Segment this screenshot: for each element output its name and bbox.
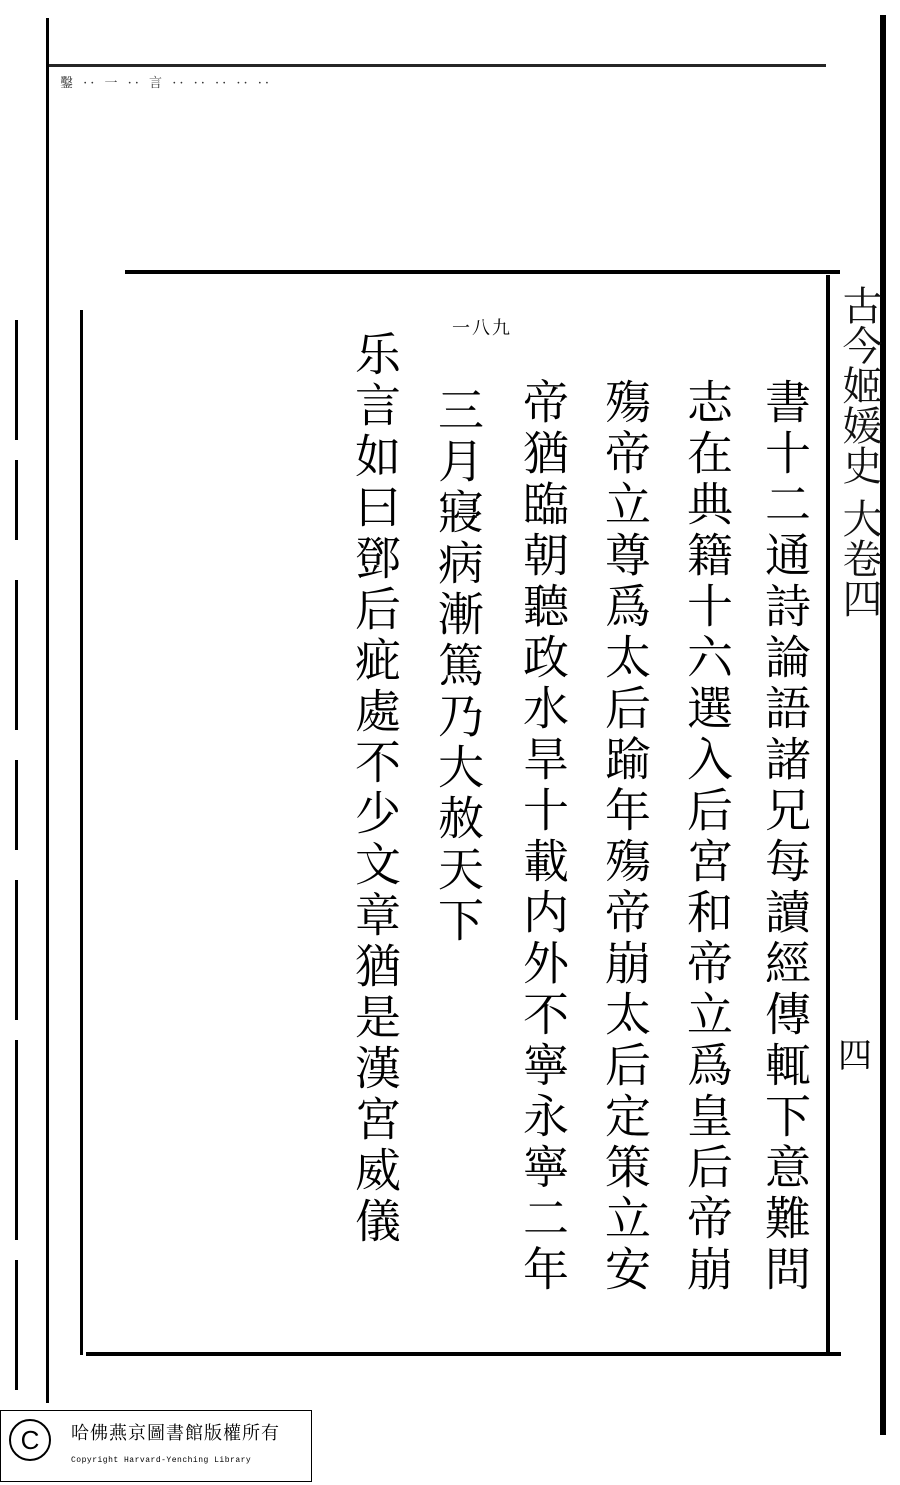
frame-right-border <box>826 275 830 1352</box>
left-edge-line <box>46 18 49 1403</box>
text-column-6: 乐言如曰鄧后疵處不少文章猶是漢宮威儀 <box>348 330 402 1248</box>
copyright-notice <box>0 1410 312 1482</box>
text-column-4: 帝猶臨朝聽政水旱十載内外不寧永寧二年 <box>516 378 570 1296</box>
edge-folio: 四 <box>838 1036 872 1076</box>
text-column-2: 志在典籍十六選入后宮和帝立爲皇后帝崩 <box>680 378 734 1296</box>
text-column-3: 殤帝立尊爲太后踰年殤帝崩太后定策立安 <box>598 378 652 1296</box>
edge-title: 古今姬媛史 大卷四 <box>836 285 882 618</box>
copyright-icon: C <box>9 1419 51 1461</box>
right-edge-line <box>880 15 886 1435</box>
text-column-1: 書十二通詩論語諸兄每讀經傳輒下意難問 <box>758 378 812 1296</box>
frame-bottom-border <box>86 1352 841 1356</box>
text-column-5: 三月寢病漸篤乃大赦天下 <box>431 386 485 947</box>
top-edge-line <box>46 64 826 67</box>
folio-mark: 一八九 <box>452 318 512 339</box>
copyright-english: Copyright Harvard-Yenching Library <box>71 1456 252 1465</box>
left-margin-marks <box>12 320 22 1410</box>
copyright-chinese: 哈佛燕京圖書館版權所有 <box>71 1423 280 1444</box>
header-noise: 鑿 ·· 一 ·· 言 ·· ·· ·· ·· ·· <box>60 76 273 91</box>
frame-left-border <box>80 310 83 1355</box>
frame-top-border <box>125 270 840 274</box>
